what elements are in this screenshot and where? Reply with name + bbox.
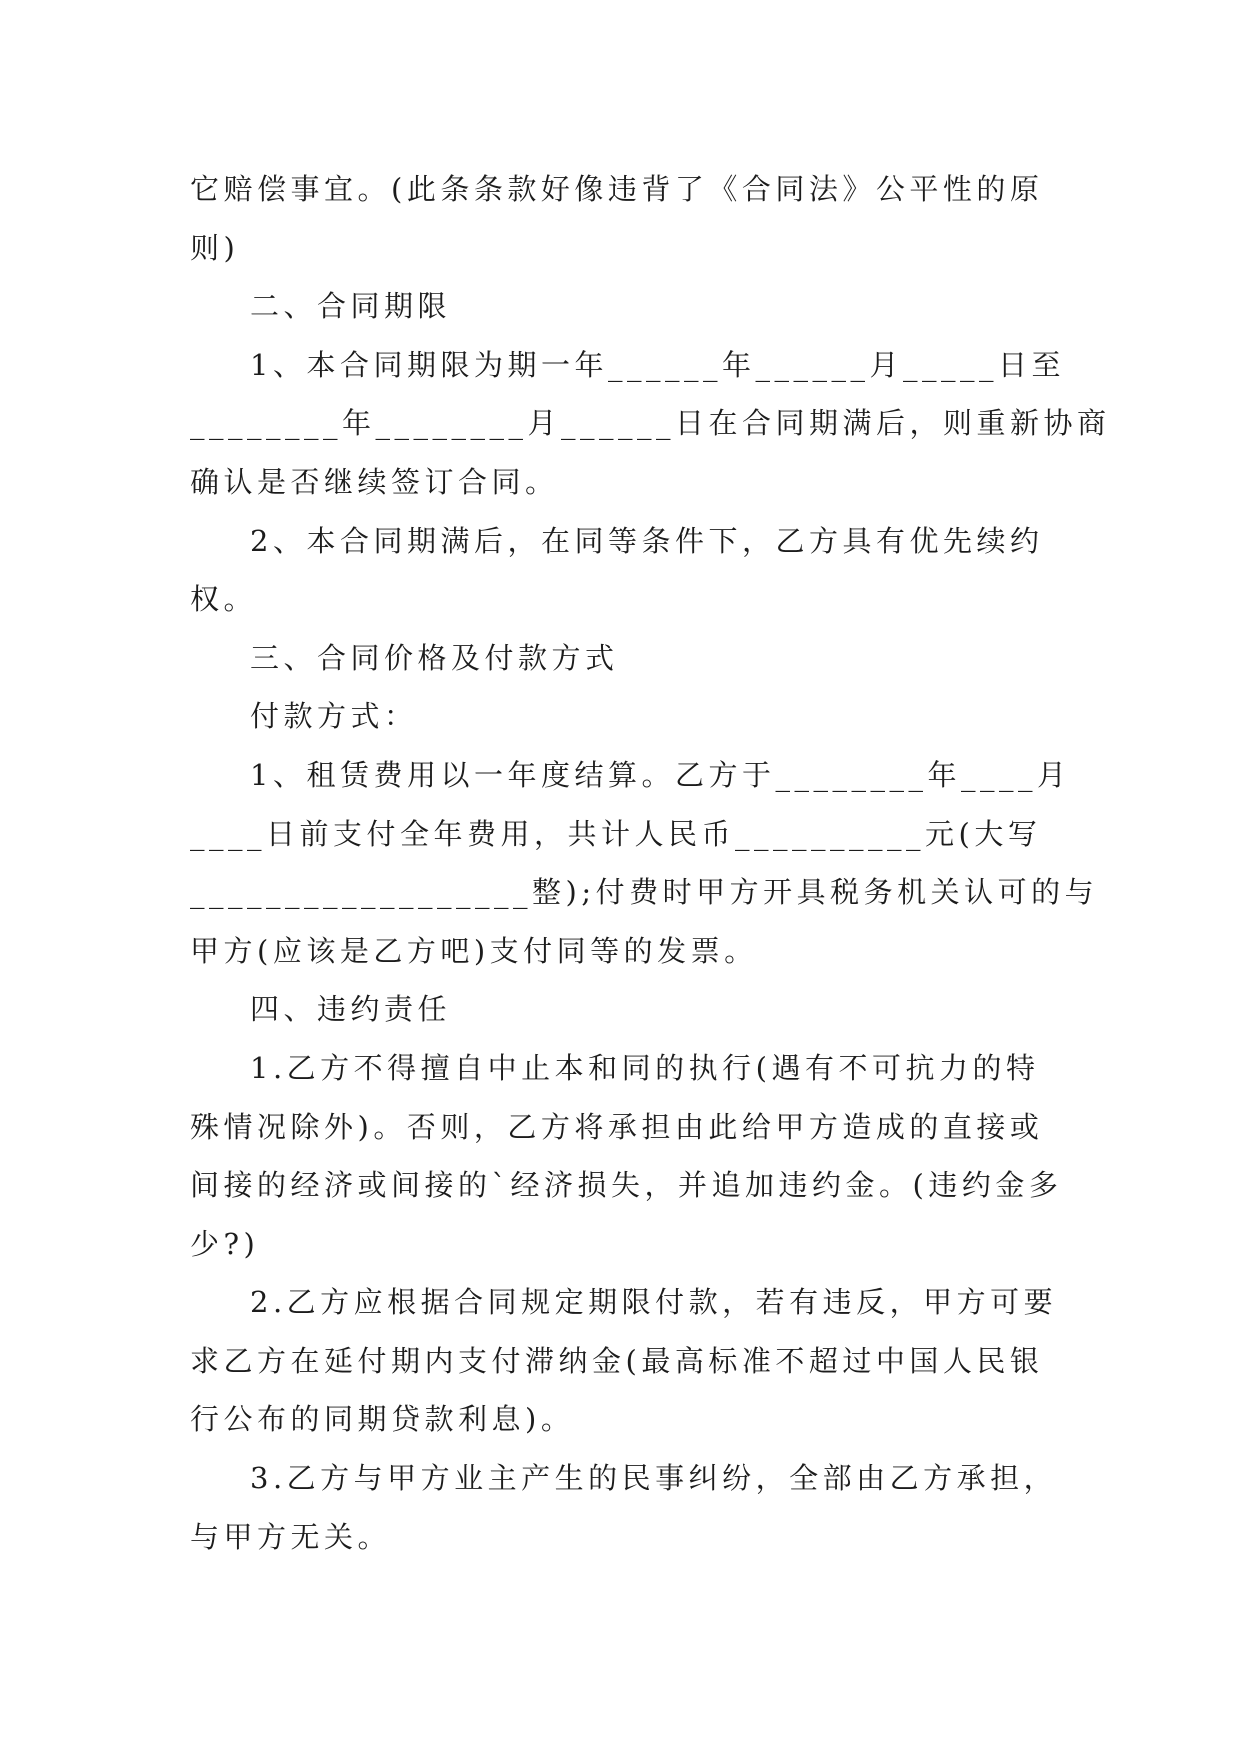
text-line: ________年________月______日在合同期满后，则重新协商: [190, 406, 1111, 441]
section-heading: 三、合同价格及付款方式: [250, 640, 619, 675]
text-line: 求乙方在延付期内支付滞纳金(最高标准不超过中国人民银: [190, 1343, 1044, 1378]
text-line: 它赔偿事宜。(此条条款好像违背了《合同法》公平性的原: [190, 172, 1044, 206]
text-line: 权。: [190, 582, 258, 617]
text-line: 1.乙方不得擅自中止本和同的执行(遇有不可抗力的特: [250, 1050, 1040, 1085]
text-line: 殊情况除外)。否则，乙方将承担由此给甲方造成的直接或: [190, 1109, 1044, 1144]
subheading: 付款方式：: [250, 699, 418, 734]
text-line: 确认是否继续签订合同。: [190, 464, 559, 499]
text-line: __________________整);付费时甲方开具税务机关认可的与: [190, 875, 1099, 910]
document-body: [190, 160, 1111, 1566]
text-line: 甲方(应该是乙方吧)支付同等的发票。: [190, 933, 758, 968]
text-line: ____日前支付全年费用，共计人民币__________元(大写: [190, 816, 1042, 851]
text-line: 则): [190, 230, 240, 265]
section-heading: 四、违约责任: [250, 992, 452, 1027]
section-heading: 二、合同期限: [250, 289, 452, 324]
text-line: 行公布的同期贷款利息)。: [190, 1402, 575, 1437]
text-line: 1、本合同期限为期一年______年______月_____日至: [250, 347, 1065, 382]
text-line: 2、本合同期满后，在同等条件下，乙方具有优先续约: [250, 523, 1044, 558]
text-line: 间接的经济或间接的`经济损失，并追加违约金。(违约金多: [190, 1168, 1063, 1203]
text-line: 1、租赁费用以一年度结算。乙方于________年____月: [250, 757, 1071, 792]
text-line: 2.乙方应根据合同规定期限付款，若有违反，甲方可要: [250, 1285, 1058, 1320]
text-line: 3.乙方与甲方业主产生的民事纠纷，全部由乙方承担，: [250, 1461, 1058, 1496]
text-line: 少?): [190, 1226, 260, 1261]
text-line: 与甲方无关。: [190, 1519, 392, 1554]
